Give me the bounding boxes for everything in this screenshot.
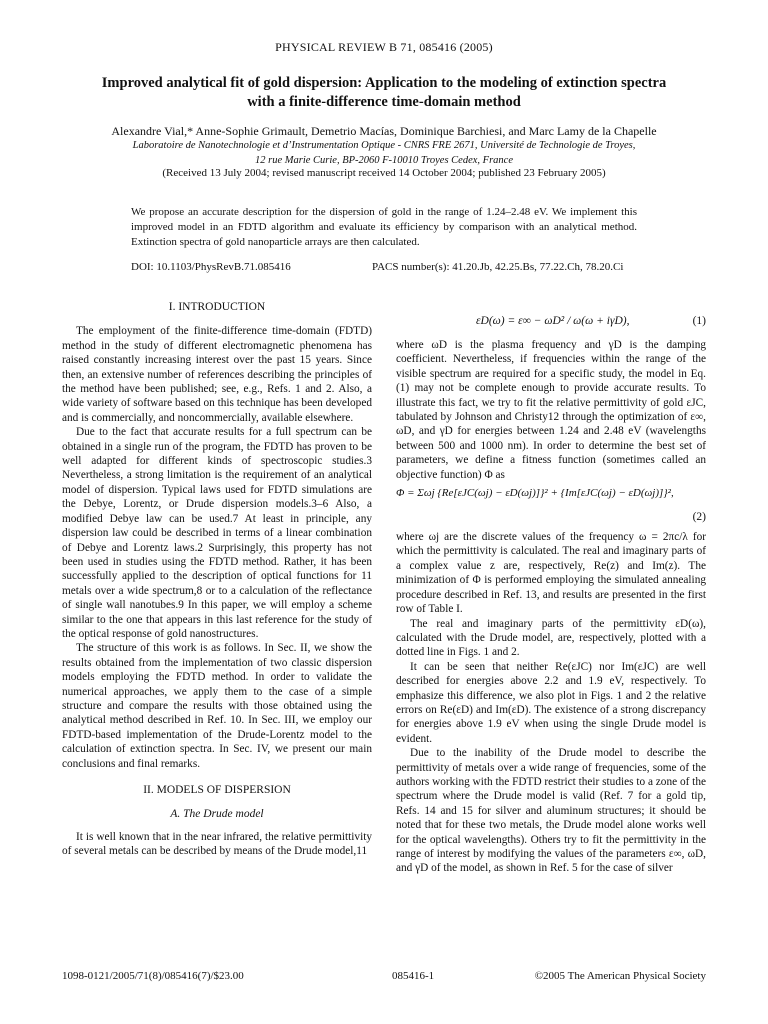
journal-header: PHYSICAL REVIEW B 71, 085416 (2005) — [275, 40, 493, 54]
title-line-1: Improved analytical fit of gold dispersion: Application to the modeling of extinction spectra — [101, 75, 667, 91]
equation-1-number: (1) — [692, 315, 706, 327]
paragraph: where ωj are the discrete values of the frequency ω = 2πc/λ for which the permittivity is calculated. The real and imaginary parts of a complex value z are, respectively, Re(z) and Im(z). The minimization of Φ is performed employing the simulated annealing procedure described in Ref. 13, and results are presented in the first row of Table I. — [396, 531, 706, 616]
paragraph: It is well known that in the near infrared, the relative permittivity of several metals can be described by means of the Drude model,11 — [62, 830, 372, 858]
right-column — [396, 308, 706, 876]
section-heading-introduction: I. INTRODUCTION — [168, 301, 266, 313]
paper-title — [60, 74, 708, 112]
title-line-2: with a finite-difference time-domain method — [247, 94, 521, 110]
pacs-numbers: PACS number(s): 41.20.Jb, 42.25.Bs, 77.22.Ch, 78.20.Ci — [372, 261, 624, 273]
affiliation — [60, 138, 708, 168]
paragraph: Due to the fact that accurate results for a full spectrum can be obtained in a single run of the program, the FDTD has proven to be well adapted for different kinds of spectroscopic studies.3 Nevertheless, a strong limitation is the requirement of an analytical model of dispersion. Typical laws used for FDTD simulations are the Debye, Lorentz, or Drude dispersion models.3–6 Also, a modified Debye law can be used.7 At least in principle, any dispersion law could be described in terms of a linear combination of Debye and Lorentz laws.2 Surprisingly, this property has not been used in studies using the FDTD method. Rather, it has been successfully applied to the description of optical functions for 11 metals over a wide spectrum,8 or to a calculation of the reflectance of single wall nanotubes.9 In this paper, we will employ a scheme similar to the one that appears in this last reference for the study of the optical response of gold nanostructures. — [62, 426, 372, 640]
paragraph: The real and imaginary parts of the permittivity εD(ω), calculated with the Drude model, are, respectively, plotted with a dotted line in Figs. 1 and 2. — [396, 617, 706, 659]
author-list: Alexandre Vial,* Anne-Sophie Grimault, Demetrio Macías, Dominique Barchiesi, and Marc Lamy de la Chapelle — [111, 124, 657, 138]
paragraph: The structure of this work is as follows. In Sec. II, we show the results obtained from the implementation of two classic dispersion models employing the FDTD method. In order to validate the numerical approaches, we apply them to the case of a simple structure and compare the results with those obtained using the analytical method described in Ref. 10. In Sec. III, we employ our FDTD-based implementation of the Drude-Lorentz model to the calculation of extinction spectra. In Sec. IV, we present our main conclusions and final remarks. — [62, 642, 372, 770]
paragraph: Due to the inability of the Drude model to describe the permittivity of metals over a wide range of frequencies, some of the authors working with the FDTD restrict their studies to a zone of the spectrum where the Drude model is valid (Ref. 7 for a gold tip, Refs. 14 and 15 for silver and aluminum structures; it should be noted that for these two metals, the Drude model alone works well for the optical wavelengths). Others try to fit the permittivity in the range of interest by modifying the values of the parameters ε∞, ωD, and γD of the model, as shown in Ref. 5 for the case of silver — [396, 747, 706, 875]
affiliation-line-2: 12 rue Marie Curie, BP-2060 F-10010 Troyes Cedex, France — [255, 155, 513, 166]
footer-issn: 1098-0121/2005/71(8)/085416(7)/$23.00 — [62, 970, 244, 982]
paragraph: It can be seen that neither Re(εJC) nor Im(εJC) are well described for energies above 2.2 and 1.9 eV, respectively. To emphasize this difference, we also plot in Figs. 1 and 2 the relative errors on Re(εD) and Im(εD). The existence of a strong discrepancy for energies above 1.9 eV when using the single Drude model is evident. — [396, 660, 706, 745]
affiliation-line-1: Laboratoire de Nanotechnologie et d’Instrumentation Optique - CNRS FRE 2671, Université de Technologie de Troyes, — [132, 140, 636, 151]
equation-1 — [396, 308, 706, 338]
subsection-heading-drude: A. The Drude model — [170, 808, 264, 821]
equation-1-body: εD(ω) = ε∞ − ωD² / ω(ω + iγD), — [476, 315, 630, 327]
section-heading-models: II. MODELS OF DISPERSION — [143, 784, 291, 796]
doi-link[interactable]: DOI: 10.1103/PhysRevB.71.085416 — [131, 261, 291, 273]
paragraph: where ωD is the plasma frequency and γD is the damping coefficient. Nevertheless, if frequencies within the range of the visible spectrum are required for a specific study, the model in Eq. (1) may not be complete enough to provide accurate results. To illustrate this fact, we try to fit the relative permittivity of gold εJC, tabulated by Johnson and Christy12 through the optimization of ε∞, ωD, and γD for energies between 1.24 and 2.48 eV (wavelengths between 500 and 1000 nm). In order to determine the best set of parameters, we define a fitness function (sometimes called an objective function) Φ as — [396, 339, 706, 481]
footer-page-number: 085416-1 — [392, 970, 435, 982]
equation-2 — [396, 482, 706, 530]
equation-2-body: Φ = Σωj {Re[εJC(ωj) − εD(ωj)]}² + {Im[εJC(ωj) − εD(ωj)]}², — [396, 487, 674, 500]
received-dates: (Received 13 July 2004; revised manuscript received 14 October 2004; published 23 February 2005) — [162, 167, 606, 179]
footer-copyright: ©2005 The American Physical Society — [534, 970, 706, 982]
left-column — [62, 296, 372, 859]
paragraph: The employment of the finite-difference time-domain (FDTD) method in the study of different electromagnetic phenomena has raised constantly increasing interest over the past 15 years. Since then, an extensive number of references describing the principles of the method have been published; see, e.g., Refs. 1 and 2. Also, a wide variety of software based on this technique has been developed and is commercially, and noncommercially, available elsewhere. — [62, 325, 372, 424]
abstract: We propose an accurate description for the dispersion of gold in the range of 1.24–2.48 eV. We implement this improved model in an FDTD algorithm and evaluate its efficiency by comparison with an analytical method. Extinction spectra of gold nanoparticle arrays are then calculated. — [131, 206, 637, 248]
equation-2-number: (2) — [692, 511, 706, 524]
